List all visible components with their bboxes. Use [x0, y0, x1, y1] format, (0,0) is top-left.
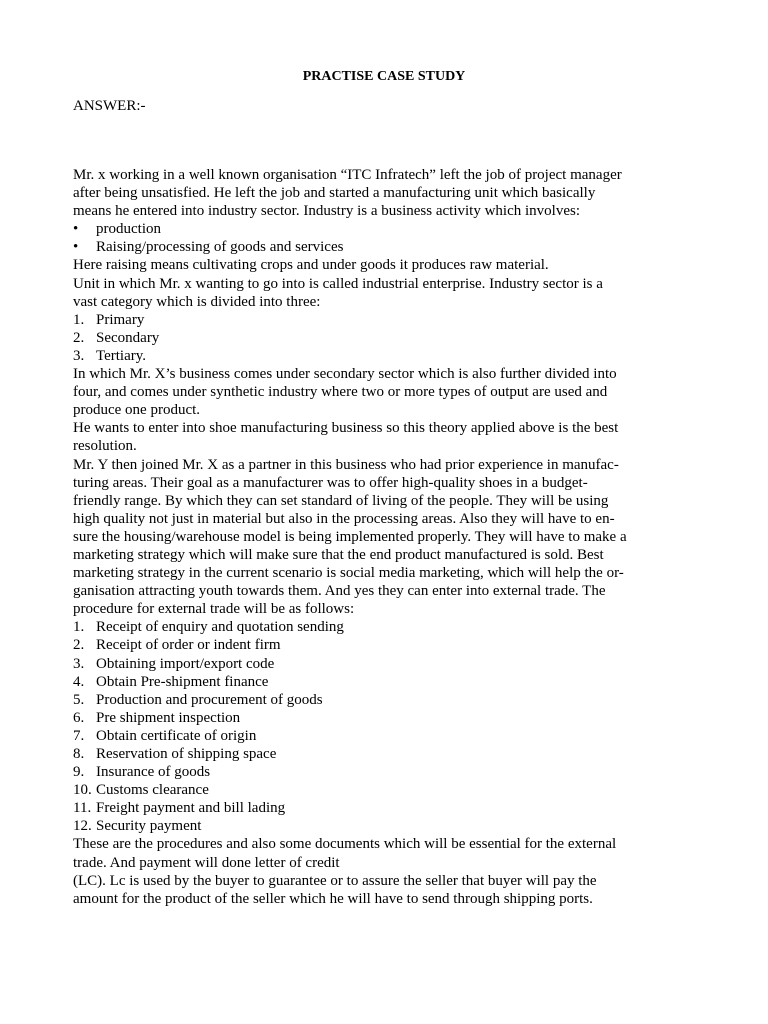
step-item	[73, 817, 698, 835]
list-number: 10.	[73, 782, 92, 799]
list-number: 1.	[73, 311, 85, 328]
paragraph-line: turing areas. Their goal as a manufacturer was to offer high-quality shoes in a budget-	[73, 474, 588, 491]
paragraph-line: procedure for external trade will be as follows:	[73, 601, 355, 618]
paragraph-line: vast category which is divided into three:	[73, 293, 321, 310]
paragraph-line: after being unsatisfied. He left the job and started a manufacturing unit which basically	[73, 185, 596, 202]
sector-item	[73, 311, 698, 329]
bullet-text: production	[96, 221, 161, 238]
step-item	[73, 655, 698, 673]
step-item	[73, 727, 698, 745]
bullet-text: Raising/processing of goods and services	[96, 239, 344, 256]
paragraph-line: resolution.	[73, 438, 137, 455]
list-number: 12.	[73, 818, 92, 835]
step-item	[73, 709, 698, 727]
bullet-marker: •	[73, 239, 79, 256]
list-text: Primary	[96, 311, 145, 328]
paragraph-line: amount for the product of the seller which he will have to send through shipping ports.	[73, 890, 593, 907]
list-number: 8.	[73, 746, 85, 762]
list-text: Receipt of order or indent firm	[96, 637, 281, 654]
paragraph-line: four, and comes under synthetic industry where two or more types of output are used and	[73, 384, 608, 401]
list-number: 7.	[73, 727, 85, 744]
list-text: Obtain Pre-shipment finance	[96, 673, 269, 690]
list-number: 3.	[73, 655, 85, 672]
list-number: 2.	[73, 637, 85, 654]
step-item	[73, 618, 698, 636]
paragraph-line: In which Mr. X’s business comes under secondary sector which is also further divided into	[73, 366, 617, 383]
list-number: 11.	[73, 800, 92, 817]
sector-item	[73, 329, 698, 347]
paragraph-line: sure the housing/warehouse model is being implemented properly. They will have to make a	[73, 528, 627, 545]
list-text: Customs clearance	[96, 782, 209, 799]
paragraph-line: Mr. x working in a well known organisation “ITC Infratech” left the job of project manager	[73, 167, 622, 183]
list-text: Secondary	[96, 329, 160, 346]
paragraph-line: He wants to enter into shoe manufacturing business so this theory applied above is the best	[73, 420, 619, 437]
list-text: Reservation of shipping space	[96, 746, 277, 762]
paragraph-line: ganisation attracting youth towards them. And yes they can enter into external trade. The	[73, 583, 606, 600]
paragraph-line: friendly range. By which they can set standard of living of the people. They will be using	[73, 492, 609, 509]
bullet-marker: •	[73, 221, 79, 238]
list-number: 1.	[73, 619, 85, 636]
list-text: Pre shipment inspection	[96, 709, 241, 726]
paragraph-line: Mr. Y then joined Mr. X as a partner in this business who had prior experience in manufac-	[73, 456, 619, 473]
bullet-item	[73, 220, 698, 238]
list-text: Receipt of enquiry and quotation sending	[96, 619, 344, 636]
list-text: Obtain certificate of origin	[96, 727, 257, 744]
document-title: PRACTISE CASE STUDY	[302, 69, 466, 84]
list-number: 4.	[73, 673, 85, 690]
bullet-item	[73, 238, 698, 256]
list-text: Security payment	[96, 818, 202, 835]
list-text: Tertiary.	[96, 347, 147, 364]
step-item	[73, 636, 698, 654]
paragraph-line: produce one product.	[73, 402, 201, 419]
step-item	[73, 745, 698, 763]
step-item	[73, 673, 698, 691]
paragraph-line: marketing strategy in the current scenario is social media marketing, which will help the or-	[73, 565, 624, 582]
list-number: 3.	[73, 347, 85, 364]
document-body	[73, 166, 698, 908]
paragraph-line: Here raising means cultivating crops and under goods it produces raw material.	[73, 257, 549, 274]
paragraph-line: high quality not just in material but also in the processing areas. Also they will have to en-	[73, 510, 615, 527]
paragraph-line: means he entered into industry sector. Industry is a business activity which involves:	[73, 203, 580, 220]
sector-item	[73, 347, 698, 365]
step-item	[73, 763, 698, 781]
list-number: 9.	[73, 764, 85, 781]
list-text: Production and procurement of goods	[96, 691, 323, 708]
list-number: 2.	[73, 329, 85, 346]
step-item	[73, 781, 698, 799]
list-text: Freight payment and bill lading	[96, 800, 286, 817]
step-item	[73, 691, 698, 709]
paragraph-line: trade. And payment will done letter of credit	[73, 854, 340, 871]
paragraph-line: marketing strategy which will make sure that the end product manufactured is sold. Best	[73, 546, 604, 563]
answer-label: ANSWER:-	[73, 98, 146, 114]
list-text: Obtaining import/export code	[96, 655, 275, 672]
paragraph-line: These are the procedures and also some documents which will be essential for the external	[73, 836, 617, 853]
list-text: Insurance of goods	[96, 764, 211, 781]
step-item	[73, 799, 698, 817]
paragraph-line: (LC). Lc is used by the buyer to guarantee or to assure the seller that buyer will pay the	[73, 872, 597, 889]
list-number: 5.	[73, 691, 85, 708]
list-number: 6.	[73, 709, 85, 726]
paragraph-line: Unit in which Mr. x wanting to go into is called industrial enterprise. Industry sector is a	[73, 275, 603, 292]
